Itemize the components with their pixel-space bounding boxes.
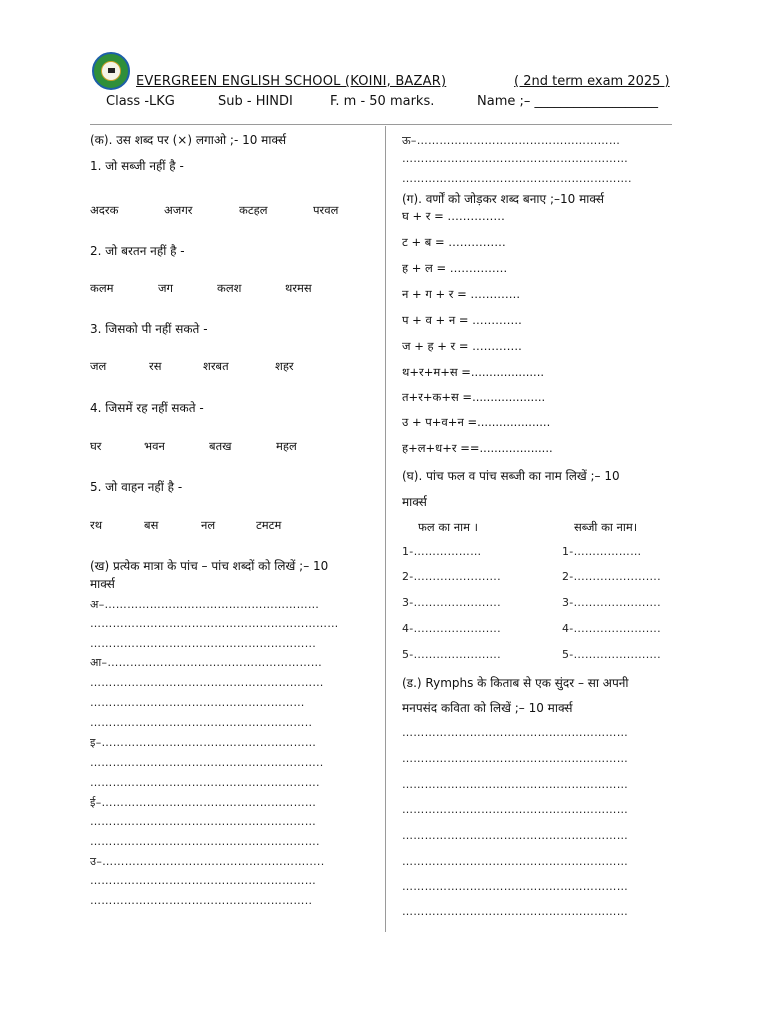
vegetable-column-header: सब्जी का नाम। (574, 520, 638, 534)
option: घर (90, 439, 102, 453)
school-logo (92, 52, 130, 90)
answer-line: ऊ–……………………………………………… (402, 134, 621, 147)
fruit-answer: 1-……………… (402, 545, 482, 558)
answer-line: …………………………………………………… (90, 815, 316, 828)
option: थरमस (285, 281, 312, 295)
option: अदरक (90, 203, 119, 217)
word-join-item: ह + ल = …………… (402, 261, 508, 275)
section-da-title-cont: मनपसंद कविता को लिखें ;– 10 मार्क्स (402, 701, 573, 715)
vegetable-answer: 4-....................... (562, 622, 661, 635)
question-1: 1. जो सब्जी नहीं है - (90, 159, 184, 173)
answer-line: …………………………………………………… (402, 803, 628, 816)
word-join-item: त+र+क+स =.................... (402, 390, 546, 404)
question-5: 5. जो वाहन नहीं है - (90, 480, 183, 494)
answer-line: उ–………………………………………………..... (90, 855, 325, 868)
option: कटहल (239, 203, 268, 217)
section-ga-title: (ग). वर्णों को जोड़कर शब्द बनाए ;–10 मार्क्स (402, 192, 604, 206)
answer-line: …………………………………………………… (402, 152, 628, 165)
answer-line: अ–………………………………………………… (90, 598, 320, 611)
subject-label: Sub - HINDI (218, 94, 293, 109)
answer-line: …………………………………………………… (402, 778, 628, 791)
option: शहर (275, 359, 294, 373)
option: रथ (90, 518, 103, 532)
answer-line: …………………………………………………… (402, 905, 628, 918)
answer-line: ………………………………………………….. (90, 716, 313, 729)
vegetable-answer: 3-....................... (562, 596, 661, 609)
word-join-item: उ + प+व+न =.................... (402, 415, 551, 429)
option: टमटम (256, 518, 282, 532)
word-join-item: ज + ह + र = …………. (402, 339, 522, 353)
answer-line: …………………………………………………... (90, 637, 317, 650)
answer-line: …………………………………………………… (402, 752, 628, 765)
section-gha-title: (घ). पांच फल व पांच सब्जी का नाम लिखें ;– 10 (402, 469, 620, 483)
option: नल (201, 518, 216, 532)
option: कलश (217, 281, 242, 295)
section-gha-title-cont: मार्क्स (402, 495, 427, 509)
section-kha-title-cont: मार्क्स (90, 577, 115, 591)
word-join-item: न + ग + र = …………. (402, 287, 521, 301)
option: जग (158, 281, 174, 295)
answer-line: ………………………………………………………… (90, 617, 339, 630)
fruit-answer: 5-....................... (402, 648, 501, 661)
option: शरबत (203, 359, 229, 373)
student-name-field: Name ;– ___________________ (477, 94, 658, 109)
word-join-item: घ + र = …………… (402, 209, 505, 223)
word-join-item: प + व + न = …………. (402, 313, 522, 327)
section-kha-title: (ख) प्रत्येक मात्रा के पांच – पांच शब्दों को लिखें ;– 10 (90, 559, 329, 573)
answer-line: …………………………………………………… (90, 874, 316, 887)
answer-line: ……………………………………………………. (402, 172, 632, 185)
full-marks-label: F. m - 50 marks. (330, 94, 435, 109)
vegetable-answer: 5-....................... (562, 648, 661, 661)
option: अजगर (164, 203, 193, 217)
answer-line: ………………………………………………… (90, 696, 305, 709)
section-da-title: (ड.) Rymphs के किताब से एक सुंदर – सा अपनी (402, 676, 629, 690)
class-label: Class -LKG (106, 94, 175, 109)
header-divider (90, 124, 672, 125)
answer-line: …………………………………………………….. (90, 756, 324, 769)
school-name: EVERGREEN ENGLISH SCHOOL (KOINI, BAZAR) (136, 74, 447, 89)
fruit-answer: 2-....................... (402, 570, 501, 583)
answer-line: …………………………………………………… (402, 880, 628, 893)
question-4: 4. जिसमें रह नहीं सकते - (90, 401, 204, 415)
book-icon (108, 68, 115, 73)
option: परवल (313, 203, 339, 217)
answer-line: ………………………………………………….. (90, 894, 313, 907)
option: बस (144, 518, 159, 532)
word-join-item: थ+र+म+स =.................... (402, 365, 545, 379)
question-2: 2. जो बरतन नहीं है - (90, 244, 185, 258)
question-3: 3. जिसको पी नहीं सकते - (90, 322, 208, 336)
option: भवन (144, 439, 165, 453)
option: बतख (209, 439, 232, 453)
fruit-answer: 4-....................... (402, 622, 501, 635)
answer-line: ……….....………………………………………… (90, 676, 324, 689)
exam-term: ( 2nd term exam 2025 ) (514, 74, 670, 89)
word-join-item: ह+ल+ध+र ==.................... (402, 441, 553, 455)
answer-line: ……………………………………………………. (90, 776, 320, 789)
answer-line: …………………………………………………… (402, 726, 628, 739)
vegetable-answer: 2-....................... (562, 570, 661, 583)
vegetable-answer: 1-……………… (562, 545, 642, 558)
answer-line: ……………………………………………………. (90, 835, 320, 848)
option: रस (149, 359, 162, 373)
section-ka-title: (क). उस शब्द पर (×) लगाओ ;- 10 मार्क्स (90, 133, 287, 147)
word-join-item: ट + ब = …………… (402, 235, 506, 249)
answer-line: आ–………………………………………………… (90, 656, 323, 669)
answer-line: …………………………………………………… (402, 829, 628, 842)
answer-line: …………………………………………………… (402, 855, 628, 868)
option: जल (90, 359, 107, 373)
option: कलम (90, 281, 114, 295)
answer-line: ई–………………………………………………… (90, 796, 317, 809)
option: महल (276, 439, 297, 453)
answer-line: इ–………………………………………………… (90, 736, 317, 749)
logo-emblem (101, 61, 121, 81)
column-divider (385, 126, 386, 932)
fruit-column-header: फल का नाम । (418, 520, 479, 534)
fruit-answer: 3-....................... (402, 596, 501, 609)
